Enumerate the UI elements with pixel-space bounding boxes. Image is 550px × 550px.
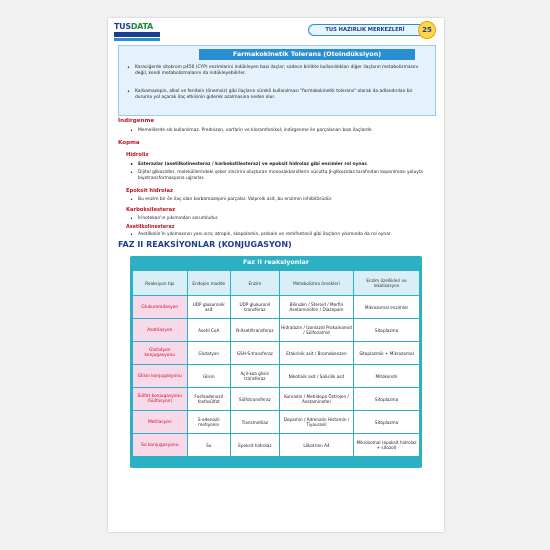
section-title: FAZ II REAKSİYONLAR (KONJUGASYON) [118, 240, 292, 249]
epoksit-bullet [130, 197, 432, 203]
karboksilesteraz-text: İrinotekan'ın yıkımından sorumludur. [138, 216, 219, 221]
table-cell: UDP glukuronik asit [188, 296, 230, 318]
table-cell: Lökotrien A4 [280, 434, 353, 456]
hidroliz-text: Dijital glikozidler, moleküllerindeki şeker zincirini oluşturan monosakkaridlerin vücutta β-glikozidaz tarafından koparılması yoluyla biyotransformasyona uğrarlar. [138, 170, 423, 181]
table-row [133, 434, 419, 456]
table-row [133, 411, 419, 433]
karboksilesteraz-bullet [130, 216, 432, 222]
table-cell: Hidralazin / İzoniazid Prokainamid / Sülfonamid [280, 319, 353, 341]
table-title: Faz II reaksiyonlar [242, 258, 310, 266]
table-row [133, 365, 419, 387]
bullet-icon: • [130, 197, 133, 203]
table-header-row [133, 271, 419, 295]
table-cell: S-adenozil metiyonin [188, 411, 230, 433]
table-cell: Sülfotransferaz [231, 388, 279, 410]
table-cell: Kumadin / Metildopa Östrojen / Asetaminofen [280, 388, 353, 410]
table-cell: Nikotinik asit / Salisilik asit [280, 365, 353, 387]
bullet-icon: • [127, 65, 130, 71]
table-cell: Transmetilaz [231, 411, 279, 433]
asetilkolinesteraz-heading: Asetilkolinesteraz [126, 225, 175, 230]
indirgenme-heading: İndirgenme [118, 118, 155, 124]
phase2-table-grid [132, 270, 420, 457]
table-cell: Mitokondri [354, 365, 419, 387]
table-cell: Fosfoadenozil fosfosülfat [188, 388, 230, 410]
karboksilesteraz-heading: Karboksilesteraz [126, 207, 176, 213]
info-box-item-text: Karbamazepin, alkol ve fenitoin (önemsiz) gibi ilaçların sürekli kullanılması "farmakokinetik tolerans" olarak da adlandırılan bir duruma yol açarak ilaç etkisinin giderek azalmasına neden olur. [135, 89, 413, 100]
indirgenme-text: Memelilerde sık kullanılmaz. Prednizon, varfarin ve kloramfenikol; indirgenme ile parçalanan bazı ilaçlardır. [138, 128, 373, 133]
logo-brand-tus: TUS [114, 22, 131, 31]
table-cell: Glutatyon [188, 342, 230, 364]
table-row-header: Glutatyon konjugasyonu [133, 342, 187, 364]
info-box-item [127, 65, 427, 77]
bullet-icon: • [130, 128, 133, 134]
table-header-cell: Reaksiyon tipi [133, 271, 187, 295]
table-row-header: Sülfat konjugasyonu (Sülfasyon) [133, 388, 187, 410]
asetilkolinesteraz-bullet [130, 232, 432, 238]
table-row [133, 296, 419, 318]
table-row-header: Su konjugasyonu [133, 434, 187, 456]
table-header-cell: Enzim [231, 271, 279, 295]
kopma-heading: Kopma [118, 140, 140, 146]
hidroliz-bullet [130, 170, 432, 182]
info-box-title: Farmakokinetik Tolerans (Otoindüksiyon) [199, 49, 415, 60]
hidroliz-bullet [130, 162, 432, 168]
table-row-header: Metilasyon [133, 411, 187, 433]
table-cell: Sitoplazma [354, 319, 419, 341]
document-page [108, 18, 444, 532]
table-cell: Sitoplazmik + Mikrozomal [354, 342, 419, 364]
epoksit-heading: Epoksit hidrolaz [126, 188, 174, 194]
info-box [118, 45, 436, 116]
table-cell: GSH-S-transferaz [231, 342, 279, 364]
table-cell: Su [188, 434, 230, 456]
table-row [133, 388, 419, 410]
header-title: TUS HAZIRLIK MERKEZLERİ [308, 24, 421, 36]
logo-bar [114, 32, 160, 37]
logo-text [114, 22, 153, 31]
bullet-icon: • [130, 162, 134, 168]
indirgenme-bullet [130, 128, 432, 134]
epoksit-text: Bu enzim bir ön ilaç olan karbamazepini parçalar. Valproik asit, bu enzimin inhibitörüdür. [138, 197, 333, 202]
table-cell: Etakrinik asit / Bromobenzen [280, 342, 353, 364]
hidroliz-text: Esterazlar (asetilkolinesteraz / karbokstilesteraz) ve epoksit hidrolaz gibi enzimler rol oynar. [138, 162, 368, 167]
asetilkolinesteraz-text: Asetilkolin'in yıkımasının yanı sıra; atropin, skopolamin, prokain ve remifentanil gibi ilaçların yıkımında da rol oynar. [138, 232, 392, 237]
info-box-item-text: Karaciğerde sitokrom p450 (CYP) enzimlerini indükleyen bazı ilaçlar; sadece birlikte kullanıldıkları diğer ilaçların metabolizmasını değil, kendi metabolizmalarını da indükleyebilirler. [135, 65, 419, 76]
bullet-icon: • [130, 216, 133, 222]
table-header-cell: Endojen madde [188, 271, 230, 295]
table-cell: Sitoplazma [354, 411, 419, 433]
table-header-cell: Enzim özellikleri ve lokalizasyon [354, 271, 419, 295]
table-cell: Açil-koa glisin transferaz [231, 365, 279, 387]
table-cell: Sitoplazma [354, 388, 419, 410]
phase2-table [130, 256, 422, 468]
table-cell: Dopamin / Adrenalin Histamin / Tiyourasil [280, 411, 353, 433]
bullet-icon: • [130, 170, 133, 176]
table-cell: Bilirubin / Steroid / Morfin Asetaminofen / Diazepam [280, 296, 353, 318]
table-cell: Epoksit hidrolaz [231, 434, 279, 456]
bullet-icon: • [130, 232, 133, 238]
table-header-cell: Metabolizma örnekleri [280, 271, 353, 295]
table-row [133, 319, 419, 341]
table-row-header: Asetilasyon [133, 319, 187, 341]
info-box-item [127, 89, 427, 101]
table-row-header: Glukuronidasyon [133, 296, 187, 318]
hidroliz-heading: Hidroliz [126, 152, 149, 158]
logo-bar-secondary [114, 38, 160, 41]
table-row-header: Glisin konjugasyonu [133, 365, 187, 387]
logo-brand-data: DATA [130, 22, 153, 31]
table-cell: Mikrozomal enzimler [354, 296, 419, 318]
table-cell: Glisin [188, 365, 230, 387]
table-cell: UDP glukuronil transferaz [231, 296, 279, 318]
table-cell: Mikrozomal (epoksit hidrolaz + sitozol) [354, 434, 419, 456]
table-cell: Asetil CoA [188, 319, 230, 341]
table-cell: N-Asetiltransferaz [231, 319, 279, 341]
bullet-icon: • [127, 89, 130, 95]
table-row [133, 342, 419, 364]
tusdata-logo [114, 22, 162, 44]
page-number: 25 [418, 21, 436, 39]
